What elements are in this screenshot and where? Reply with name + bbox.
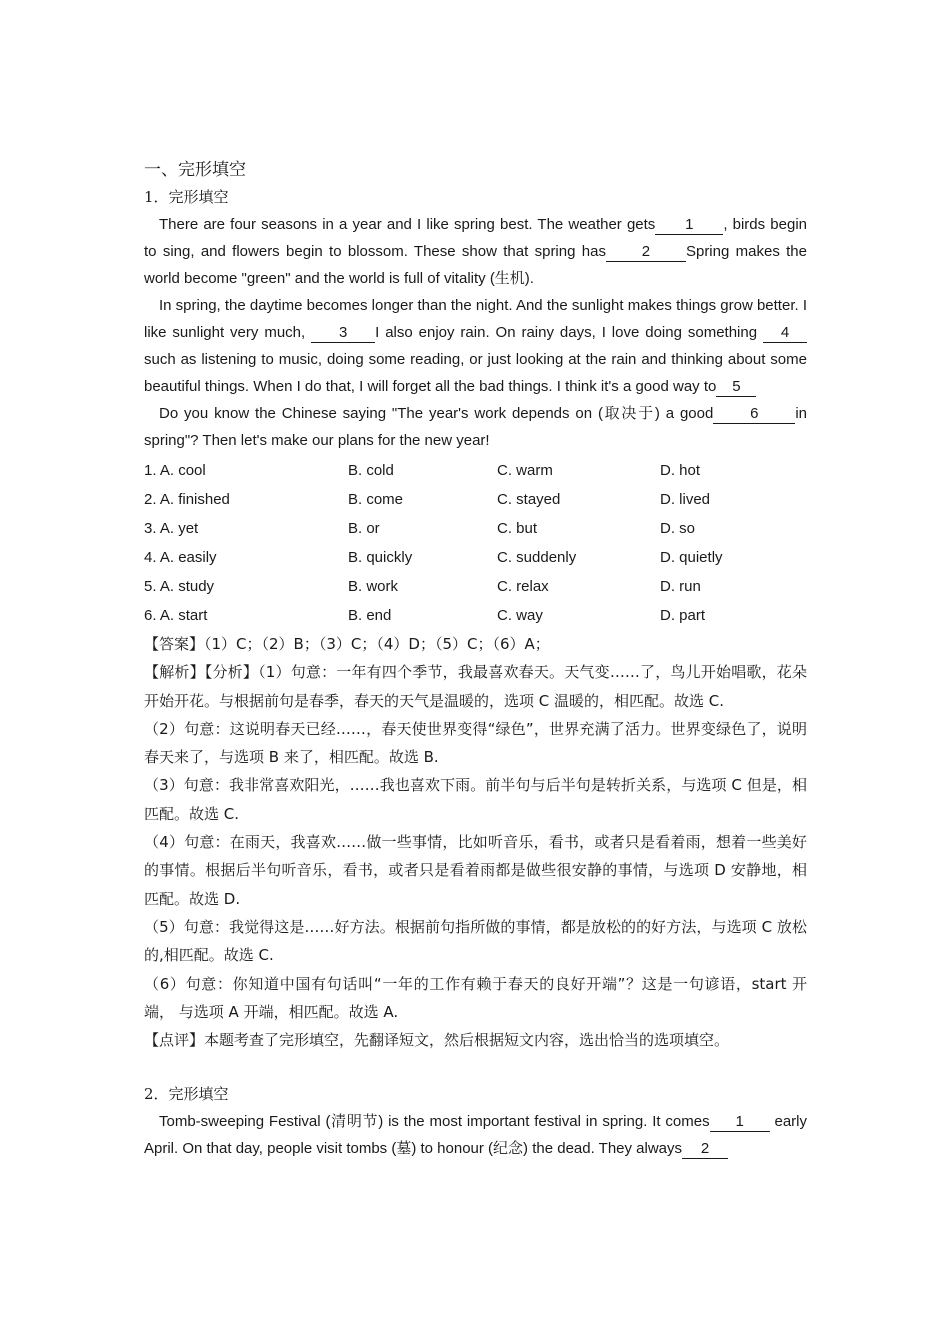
passage-text: Tomb-sweeping Festival (清明节) is the most important festival in spring. It comes bbox=[159, 1113, 710, 1131]
option: C. way bbox=[497, 607, 543, 624]
analysis-4: （4）句意：在雨天，我喜欢……做一些事情，比如听音乐，看书，或者只是看着雨，想着一些美好的事情。根据后半句听音乐，看书，或者只是看着雨都是做些很安静的事情，与选项 D 安静地，相匹配。故选 D. bbox=[144, 833, 807, 908]
option: C. relax bbox=[497, 578, 549, 595]
option: C. stayed bbox=[497, 491, 561, 508]
question-1-options bbox=[144, 456, 807, 630]
passage-paragraph-2 bbox=[144, 292, 807, 400]
passage-text: in spring"? Then let's make our plans for the new year! bbox=[144, 405, 807, 449]
spacer bbox=[144, 1054, 807, 1080]
blank-6: 6 bbox=[713, 405, 795, 424]
analysis-2: （2）句意：这说明春天已经……，春天使世界变得“绿色”，世界充满了活力。世界变绿色了，说明春天来了，与选项 B 来了，相匹配。故选 B. bbox=[144, 719, 807, 767]
passage-text: I also enjoy rain. On rainy days, I love doing something bbox=[375, 324, 758, 341]
option-row-2 bbox=[144, 485, 807, 514]
option: B. cold bbox=[348, 462, 394, 479]
question-2-title: 2．完形填空 bbox=[144, 1085, 229, 1104]
passage-text: In spring, the daytime becomes longer than the night. And the sunlight makes things grow better. I like sunlight very much, bbox=[144, 297, 807, 341]
option: 2. A. finished bbox=[144, 491, 230, 508]
option: B. or bbox=[348, 520, 380, 537]
blank-4: 4 bbox=[763, 324, 807, 343]
passage-text: , birds begin to sing, and flowers begin to blossom. These show that spring has bbox=[144, 216, 808, 260]
option: D. part bbox=[660, 607, 706, 624]
option: 3. A. yet bbox=[144, 520, 199, 537]
passage-text: early April. On that day, people visit tombs (墓) to honour (纪念) the dead. They always bbox=[144, 1113, 807, 1158]
option: B. end bbox=[348, 607, 392, 624]
option: D. quietly bbox=[660, 549, 723, 566]
question-1-passage bbox=[144, 211, 807, 454]
analysis-1: 【解析】【分析】（1）句意：一年有四个季节，我最喜欢春天。天气变……了，鸟儿开始唱歌，花朵开始开花。与根据前句是春季，春天的天气是温暖的，选项 C 温暖的，相匹配。故选 C. bbox=[144, 663, 807, 710]
passage-text: Do you know the Chinese saying "The year's work depends on (取决于) a good bbox=[159, 405, 714, 422]
option: C. suddenly bbox=[497, 549, 577, 566]
option-row-6 bbox=[144, 601, 807, 630]
section-title: 一、完形填空 bbox=[144, 160, 246, 180]
option: 6. A. start bbox=[144, 607, 208, 624]
option: 1. A. cool bbox=[144, 462, 206, 479]
blank-5: 5 bbox=[716, 378, 756, 397]
answer-and-analysis bbox=[144, 630, 807, 1054]
passage-text: There are four seasons in a year and I like spring best. The weather gets bbox=[159, 216, 656, 233]
passage-text: such as listening to music, doing some reading, or just looking at the rain and thinking about some beautiful things. When I do that, I will forget all the bad things. I think it's a good way to bbox=[144, 351, 807, 395]
option: C. but bbox=[497, 520, 538, 537]
analysis-6: （6）句意：你知道中国有句话叫“一年的工作有赖于春天的良好开端”？这是一句谚语，start 开端， 与选项 A 开端，相匹配。故选 A. bbox=[144, 974, 807, 1021]
blank-1: 1 bbox=[710, 1113, 770, 1132]
option: B. quickly bbox=[348, 549, 413, 566]
blank-2: 2 bbox=[682, 1140, 728, 1159]
analysis-3: （3）句意：我非常喜欢阳光，……我也喜欢下雨。前半句与后半句是转折关系，与选项 C 但是，相匹配。故选 C. bbox=[144, 776, 807, 823]
document-content bbox=[144, 157, 807, 1162]
option-row-1 bbox=[144, 456, 807, 485]
option: D. so bbox=[660, 520, 696, 537]
option: 5. A. study bbox=[144, 578, 215, 595]
blank-2: 2 bbox=[606, 243, 686, 262]
blank-3: 3 bbox=[311, 324, 375, 343]
option: B. come bbox=[348, 491, 404, 508]
passage-text: Spring makes the world become "green" and the world is full of vitality (生机). bbox=[144, 243, 807, 287]
option: C. warm bbox=[497, 462, 553, 479]
passage-paragraph-1 bbox=[144, 211, 807, 292]
option: D. hot bbox=[660, 462, 701, 479]
answer-line: 【答案】（1）C；（2）B；（3）C；（4）D；（5）C；（6）A； bbox=[144, 635, 550, 653]
passage-paragraph-1 bbox=[144, 1108, 807, 1162]
analysis-5: （5）句意：我觉得这是……好方法。根据前句指所做的事情，都是放松的的好方法，与选项 C 放松的,相匹配。故选 C. bbox=[144, 917, 807, 965]
option: D. run bbox=[660, 578, 701, 595]
option-row-5 bbox=[144, 572, 807, 601]
option: D. lived bbox=[660, 491, 711, 508]
blank-1: 1 bbox=[655, 216, 723, 235]
passage-paragraph-3 bbox=[144, 400, 807, 454]
option-row-4 bbox=[144, 543, 807, 572]
option: B. work bbox=[348, 578, 399, 595]
option-row-3 bbox=[144, 514, 807, 543]
comment-line: 【点评】本题考查了完形填空，先翻译短文，然后根据短文内容，选出恰当的选项填空。 bbox=[144, 1031, 730, 1050]
question-2-passage bbox=[144, 1108, 807, 1162]
question-1-title: 1．完形填空 bbox=[144, 188, 229, 206]
option: 4. A. easily bbox=[144, 549, 217, 566]
